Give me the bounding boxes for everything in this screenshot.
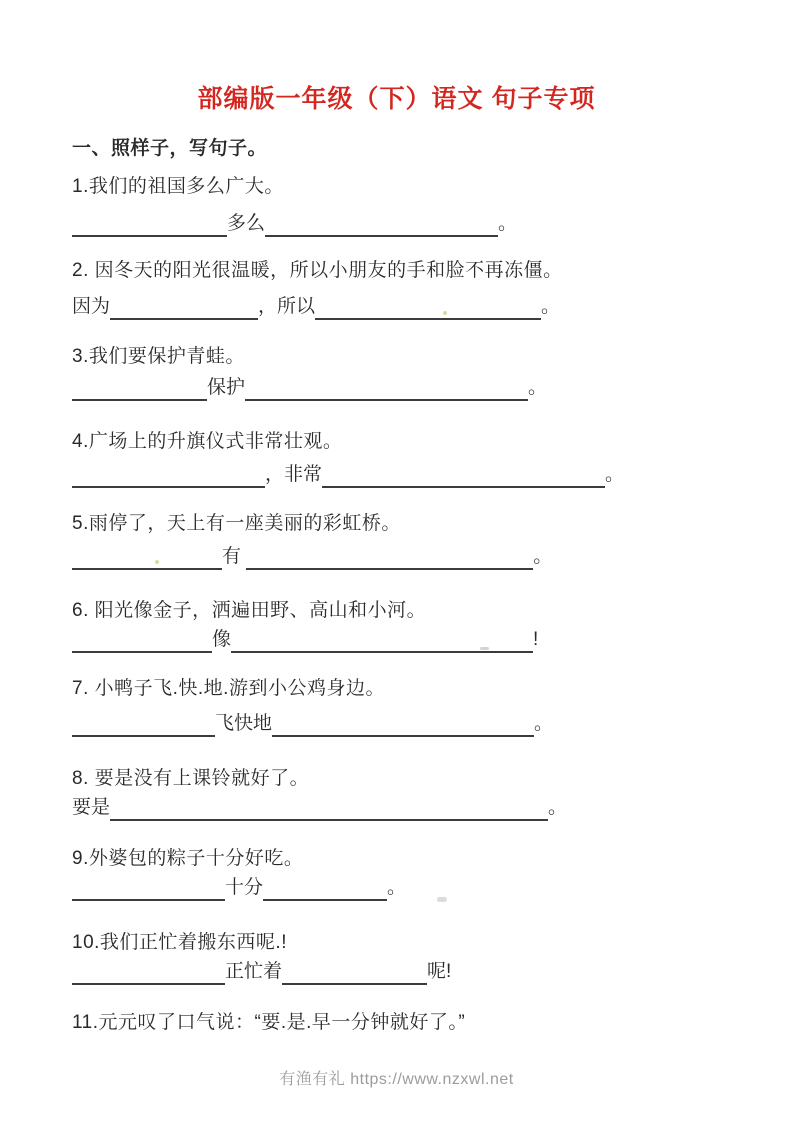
section-heading: 一、照样子，写句子。 <box>72 138 268 159</box>
answer-connector: 。 <box>548 797 568 818</box>
scan-artifact-dot <box>155 560 159 564</box>
answer-connector: ，非常 <box>265 464 323 485</box>
answer-connector: 因为 <box>72 296 111 317</box>
exercise-prompt-8: 8. 要是没有上课铃就好了。 <box>72 768 310 789</box>
answer-connector: 要是 <box>72 797 111 818</box>
answer-blank[interactable] <box>246 544 533 570</box>
scan-artifact-smudge <box>437 897 447 902</box>
scan-artifact-dot <box>443 311 447 315</box>
answer-line-4 <box>72 462 624 488</box>
answer-connector: 。 <box>534 713 554 734</box>
answer-connector: 呢! <box>427 961 452 982</box>
answer-blank[interactable] <box>265 211 498 237</box>
answer-blank[interactable] <box>315 294 541 320</box>
exercise-prompt-11: 11.元元叹了口气说：“要.是.早一分钟就好了。” <box>72 1012 466 1033</box>
exercise-prompt-9: 9.外婆包的粽子十分好吃。 <box>72 848 304 869</box>
exercise-prompt-1: 1.我们的祖国多么广大。 <box>72 176 284 197</box>
answer-blank[interactable] <box>72 627 212 653</box>
exercise-prompt-2: 2. 因冬天的阳光很温暖，所以小朋友的手和脸不再冻僵。 <box>72 260 563 281</box>
document-title: 部编版一年级（下）语文 句子专项 <box>197 85 596 113</box>
exercise-prompt-3: 3.我们要保护青蛙。 <box>72 346 245 367</box>
answer-line-2 <box>72 294 560 320</box>
answer-line-6 <box>72 627 538 653</box>
answer-blank[interactable] <box>272 711 534 737</box>
answer-connector: 正忙着 <box>225 961 283 982</box>
answer-line-10 <box>72 959 451 985</box>
answer-connector: 。 <box>541 296 561 317</box>
exercise-prompt-5: 5.雨停了，天上有一座美丽的彩虹桥。 <box>72 513 401 534</box>
answer-line-5 <box>72 544 552 570</box>
answer-connector: 保护 <box>207 377 246 398</box>
answer-blank[interactable] <box>110 795 548 821</box>
answer-connector: 。 <box>528 377 548 398</box>
answer-connector: 有 <box>222 546 247 567</box>
answer-line-8 <box>72 795 567 821</box>
scan-artifact-smudge <box>480 647 489 650</box>
answer-line-1 <box>72 211 517 237</box>
exercise-prompt-7: 7. 小鸭子飞.快.地.游到小公鸡身边。 <box>72 678 385 699</box>
answer-blank[interactable] <box>322 462 605 488</box>
answer-line-3 <box>72 375 547 401</box>
answer-blank[interactable] <box>72 462 265 488</box>
exercise-prompt-4: 4.广场上的升旗仪式非常壮观。 <box>72 431 343 452</box>
answer-blank[interactable] <box>263 875 387 901</box>
answer-blank[interactable] <box>72 875 225 901</box>
answer-connector: 多么 <box>227 213 266 234</box>
answer-blank[interactable] <box>72 375 207 401</box>
answer-connector: 。 <box>605 464 625 485</box>
answer-blank[interactable] <box>72 211 227 237</box>
answer-line-7 <box>72 711 553 737</box>
answer-line-9 <box>72 875 406 901</box>
exercise-prompt-6: 6. 阳光像金子，洒遍田野、高山和小河。 <box>72 600 427 621</box>
answer-connector: 像 <box>212 629 232 650</box>
answer-blank[interactable] <box>282 959 427 985</box>
answer-blank[interactable] <box>72 711 215 737</box>
answer-connector: 。 <box>387 877 407 898</box>
footer-watermark: 有渔有礼 https://www.nzxwl.net <box>279 1071 514 1088</box>
answer-connector: 飞快地 <box>215 713 273 734</box>
answer-connector: 。 <box>533 546 553 567</box>
answer-blank[interactable] <box>72 544 222 570</box>
answer-blank[interactable] <box>110 294 258 320</box>
answer-connector: ，所以 <box>258 296 316 317</box>
answer-connector: 。 <box>498 213 518 234</box>
answer-connector: ! <box>533 629 539 650</box>
answer-connector: 十分 <box>225 877 264 898</box>
exercise-prompt-10: 10.我们正忙着搬东西呢.! <box>72 932 287 953</box>
answer-blank[interactable] <box>72 959 225 985</box>
answer-blank[interactable] <box>245 375 528 401</box>
